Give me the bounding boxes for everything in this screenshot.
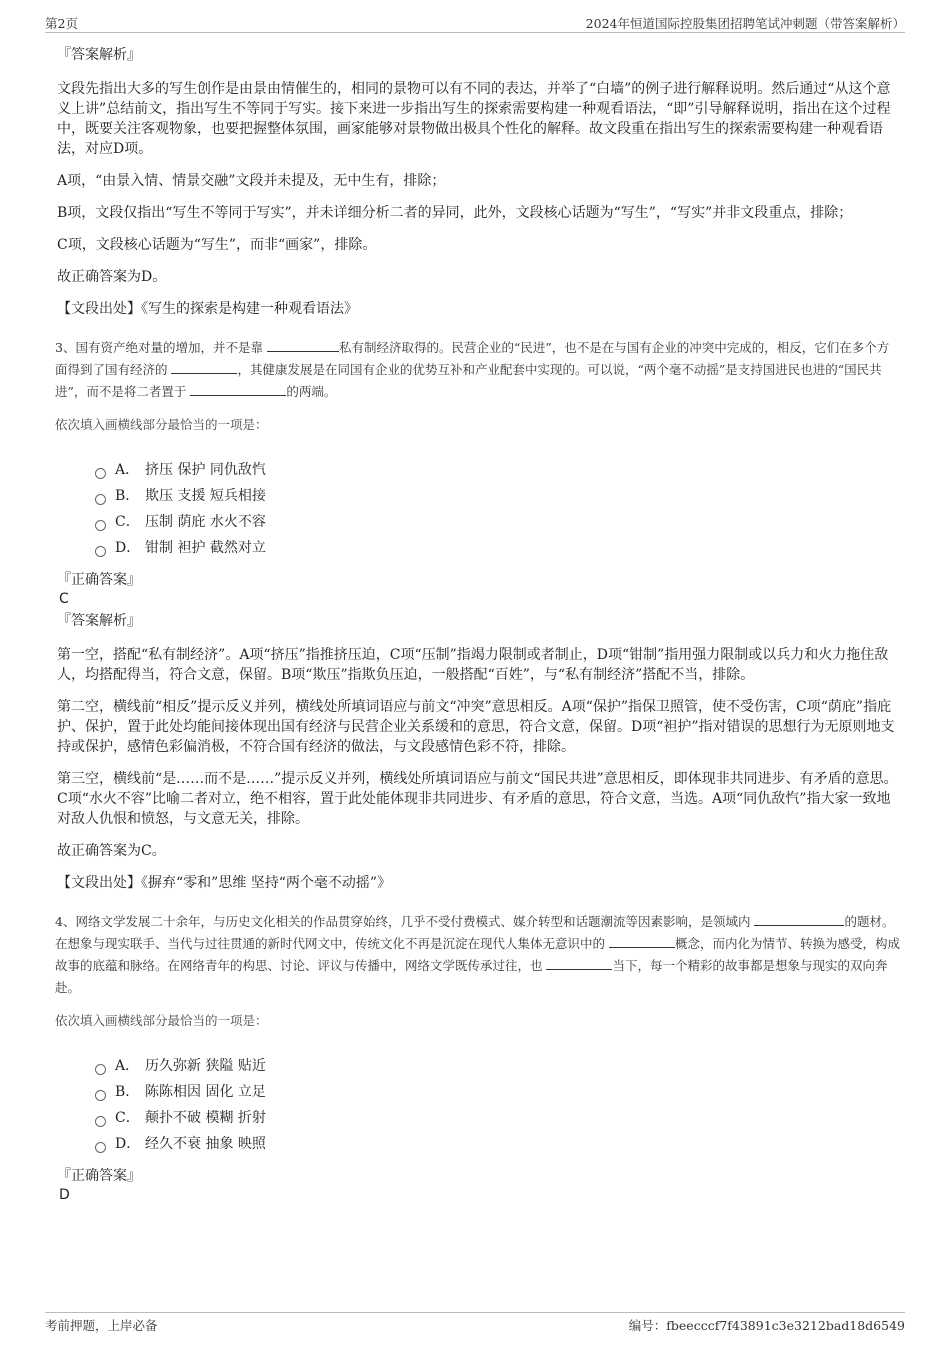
footer-slogan: 考前押题，上岸必备 — [45, 1318, 158, 1333]
option-a[interactable]: A． 挤压 保护 同仇敌忾 — [95, 457, 900, 483]
option-b[interactable]: B． 欺压 支援 短兵相接 — [95, 483, 900, 509]
analysis-label: 『答案解析』 — [57, 613, 141, 629]
radio-button[interactable] — [95, 1090, 106, 1101]
analysis-paragraph: B项，文段仅指出“写生不等同于写实”，并未详细分析二者的异同，此外，文段核心话题为“写生”，“写实”并非文段重点，排除； — [57, 205, 853, 221]
radio-button[interactable] — [95, 546, 106, 557]
fill-blank — [754, 911, 844, 926]
option-c[interactable]: C． 颠扑不破 模糊 折射 — [95, 1105, 900, 1131]
page-content — [57, 45, 900, 1207]
analysis-paragraph: 第二空，横线前“相反”提示反义并列，横线处所填词语应与前文“冲突”意思相反。A项“保护”指保卫照管，使不受伤害，C项“荫庇”指庇护、保护，置于此处均能间接体现出国有经济与民营企业关系缓和的意思，符合文意，保留。D项“袒护”指对错误的思想行为无原则地支持或保护，感情色彩偏消极，不符合国有经济的做法，与文段感情色彩不符，排除。 — [57, 699, 895, 755]
conclusion-paragraph: 故正确答案为C。 — [57, 843, 166, 859]
analysis-label: 『答案解析』 — [57, 47, 141, 63]
radio-button[interactable] — [95, 1064, 106, 1075]
question-3-options — [95, 457, 900, 561]
source-citation: 【文段出处】《摒弃“零和”思维 坚持“两个毫不动摇”》 — [57, 875, 392, 891]
radio-button[interactable] — [95, 1142, 106, 1153]
correct-answer: D — [59, 1187, 70, 1203]
page-footer — [45, 1312, 905, 1337]
radio-button[interactable] — [95, 468, 106, 479]
option-c[interactable]: C． 压制 荫庇 水火不容 — [95, 509, 900, 535]
fill-blank — [171, 359, 237, 374]
page-header — [45, 12, 905, 33]
option-d[interactable]: D． 钳制 袒护 截然对立 — [95, 535, 900, 561]
analysis-paragraph: 第一空，搭配“私有制经济”。A项“挤压”指推挤压迫，C项“压制”指竭力限制或者制止，D项“钳制”指用强力限制或以兵力和火力拖住敌人，均搭配得当，符合文意，保留。B项“欺压”指欺负压迫，一般搭配“百姓”，与“私有制经济”搭配不当，排除。 — [57, 647, 889, 683]
source-citation: 【文段出处】《写生的探索是构建一种观看语法》 — [57, 301, 358, 317]
correct-answer-label: 『正确答案』 — [57, 572, 141, 588]
question-prompt: 依次填入画横线部分最恰当的一项是： — [55, 1013, 268, 1028]
analysis-paragraph: A项，“由景入情、情景交融”文段并未提及，无中生有，排除； — [57, 173, 446, 189]
conclusion-paragraph: 故正确答案为D。 — [57, 269, 167, 285]
option-d[interactable]: D． 经久不衰 抽象 映照 — [95, 1131, 900, 1157]
radio-button[interactable] — [95, 494, 106, 505]
question-4-options — [95, 1053, 900, 1157]
question-prompt: 依次填入画横线部分最恰当的一项是： — [55, 417, 268, 432]
correct-answer: C — [59, 591, 69, 607]
document-id: 编号：fbeecccf7f43891c3e3212bad18d6549 — [628, 1318, 905, 1333]
fill-blank — [609, 933, 675, 948]
question-3-stem: 3、国有资产绝对量的增加，并不是靠 私有制经济取得的。民营企业的“民进”，也不是在与国有企业的冲突中完成的，相反，它们在多个方面得到了国有经济的 ，其健康发展是在同国有企业的优势互补和产业配套中实现的。可以说，“两个毫不动摇”是支持国进民也进的“国民共进”，而不是将二者置于 的两端。 — [55, 337, 900, 403]
fill-blank — [267, 337, 339, 352]
analysis-paragraph: C项，文段核心话题为“写生”，而非“画家”，排除。 — [57, 237, 377, 253]
radio-button[interactable] — [95, 520, 106, 531]
fill-blank — [190, 381, 286, 396]
document-title: 2024年恒道国际控股集团招聘笔试冲刺题（带答案解析） — [585, 16, 905, 31]
page-number: 第2页 — [45, 16, 78, 31]
radio-button[interactable] — [95, 1116, 106, 1127]
option-a[interactable]: A． 历久弥新 狭隘 贴近 — [95, 1053, 900, 1079]
correct-answer-label: 『正确答案』 — [57, 1168, 141, 1184]
analysis-paragraph: 第三空，横线前“是……而不是……”提示反义并列，横线处所填词语应与前文“国民共进”意思相反，即体现非共同进步、有矛盾的意思。C项“水火不容”比喻二者对立，绝不相容，置于此处能体现非共同进步、有矛盾的意思，符合文意，当选。A项“同仇敌忾”指大家一致地对敌人仇恨和愤怒，与文意无关，排除。 — [57, 771, 898, 827]
question-4-stem: 4、网络文学发展二十余年，与历史文化相关的作品贯穿始终，几乎不受付费模式、媒介转型和话题潮流等因素影响，是领域内 的题材。在想象与现实联手、当代与过往贯通的新时代网文中，传统文化不再是沉淀在现代人集体无意识中的 概念，而内化为情节、转换为感受，构成故事的底蕴和脉络。在网络青年的构思、讨论、评议与传播中，网络文学既传承过往，也 当下，每一个精彩的故事都是想象与现实的双向奔赴。 — [55, 911, 900, 999]
option-b[interactable]: B． 陈陈相因 固化 立足 — [95, 1079, 900, 1105]
fill-blank — [546, 955, 612, 970]
analysis-paragraph: 文段先指出大多的写生创作是由景由情催生的，相同的景物可以有不同的表达，并举了“白墙”的例子进行解释说明。然后通过“从这个意义上讲”总结前文，指出写生不等同于写实。接下来进一步指出写生的探索需要构建一种观看语法，“即”引导解释说明，指出在这个过程中，既要关注客观物象，也要把握整体氛围，画家能够对景物做出极具个性化的解释。故文段重在指出写生的探索需要构建一种观看语法，对应D项。 — [57, 81, 891, 157]
